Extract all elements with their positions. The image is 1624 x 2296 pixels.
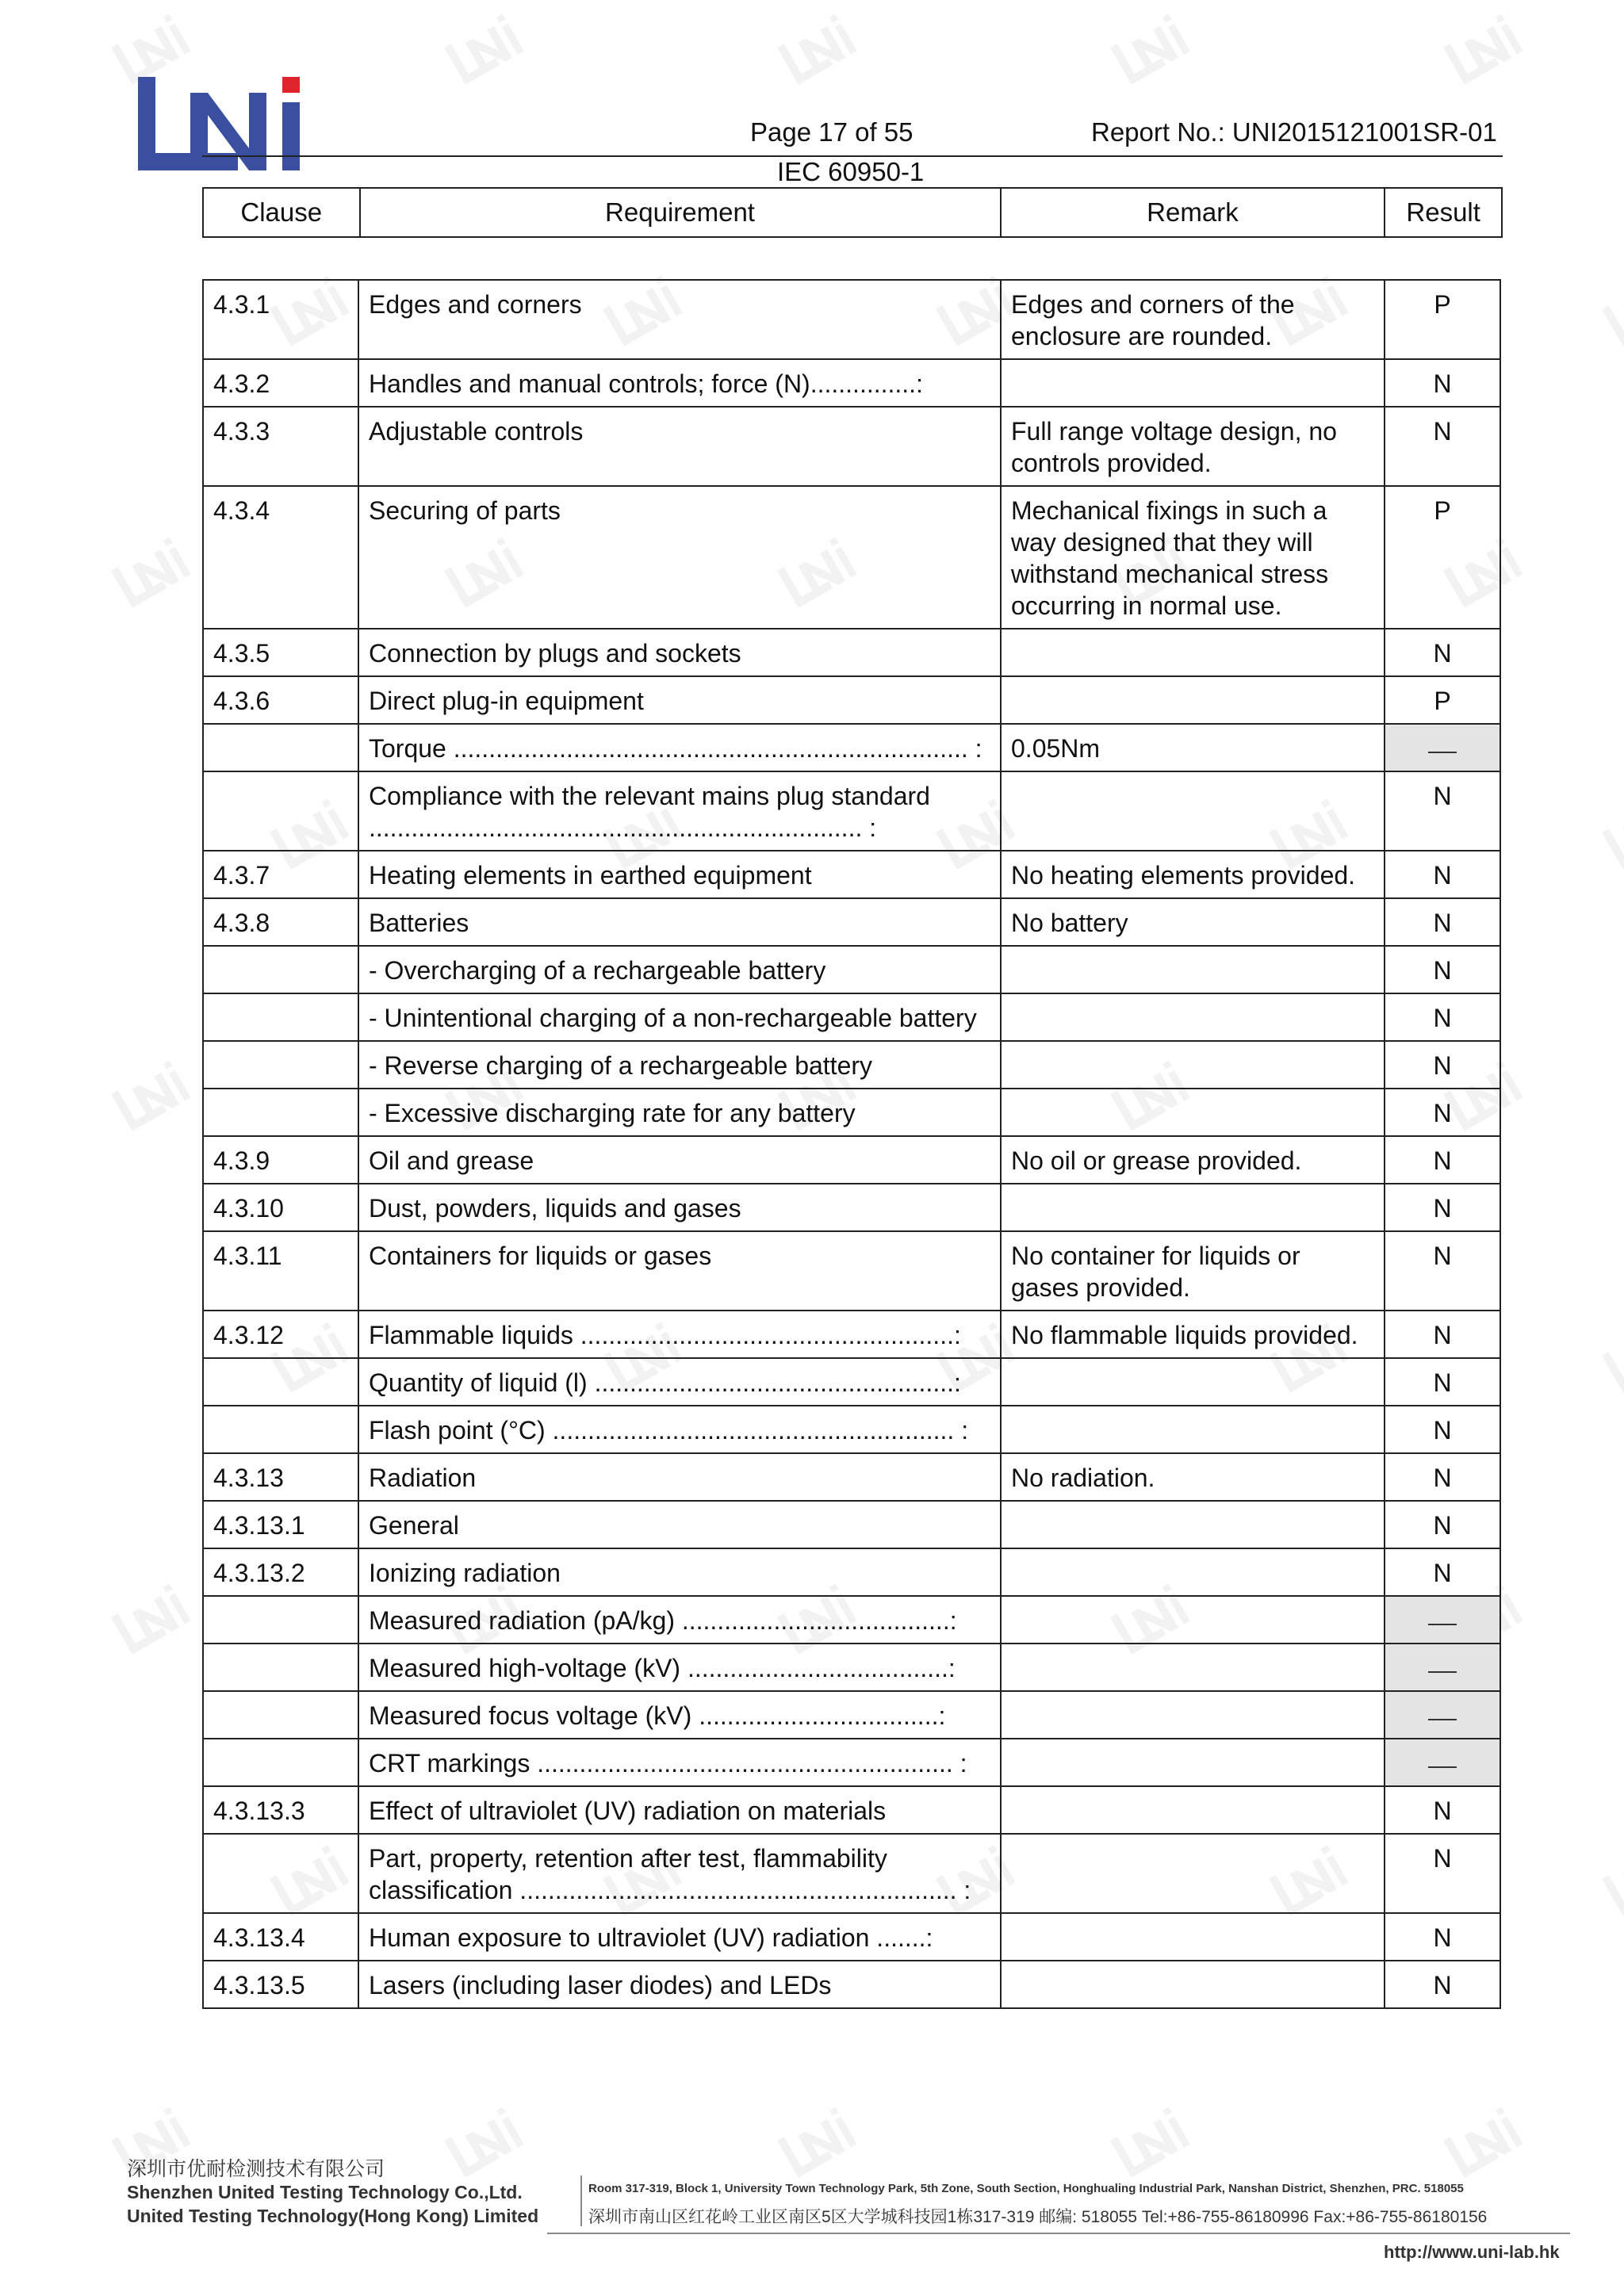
remark-cell: Edges and corners of the enclosure are rounded. — [1001, 280, 1385, 359]
watermark-mark — [1110, 14, 1190, 85]
table-row — [203, 993, 1500, 1041]
table-row — [203, 629, 1500, 676]
clause-cell — [203, 1691, 358, 1739]
report-number: Report No.: UNI2015121001SR-01 — [1091, 117, 1497, 147]
table-row — [203, 1596, 1500, 1644]
clause-cell — [203, 993, 358, 1041]
result-cell: N — [1385, 1041, 1500, 1089]
table-row — [203, 1231, 1500, 1311]
remark-cell — [1001, 1358, 1385, 1406]
result-cell: N — [1385, 1453, 1500, 1501]
column-header-remark: Remark — [1002, 189, 1386, 236]
result-cell: P — [1385, 280, 1500, 359]
clause-cell — [203, 771, 358, 851]
requirement-cell: Containers for liquids or gases — [358, 1231, 1001, 1311]
table-row — [203, 1406, 1500, 1453]
requirement-cell: Part, property, retention after test, flammability classification .............................................................. : — [358, 1834, 1001, 1913]
clause-cell — [203, 1834, 358, 1913]
requirement-cell: Compliance with the relevant mains plug standard ...................................................................... : — [358, 771, 1001, 851]
remark-cell — [1001, 1548, 1385, 1596]
remark-cell — [1001, 676, 1385, 724]
table-row — [203, 771, 1500, 851]
watermark-mark — [1602, 1846, 1624, 1916]
requirement-cell: General — [358, 1501, 1001, 1548]
result-cell: N — [1385, 1786, 1500, 1834]
clause-cell: 4.3.13.1 — [203, 1501, 358, 1548]
remark-cell — [1001, 1691, 1385, 1739]
watermark-mark — [111, 538, 191, 608]
clause-cell: 4.3.2 — [203, 359, 358, 407]
table-row — [203, 676, 1500, 724]
requirement-cell: Human exposure to ultraviolet (UV) radiation .......: — [358, 1913, 1001, 1961]
result-cell: N — [1385, 1548, 1500, 1596]
table-row — [203, 898, 1500, 946]
result-cell: N — [1385, 1231, 1500, 1311]
remark-cell — [1001, 1596, 1385, 1644]
result-cell: N — [1385, 993, 1500, 1041]
result-cell — [1385, 1644, 1500, 1691]
requirement-cell: Edges and corners — [358, 280, 1001, 359]
table-row — [203, 724, 1500, 771]
clause-cell: 4.3.8 — [203, 898, 358, 946]
remark-cell — [1001, 1739, 1385, 1786]
table-row — [203, 1358, 1500, 1406]
requirement-cell: Adjustable controls — [358, 407, 1001, 486]
remark-cell — [1001, 1406, 1385, 1453]
clause-cell — [203, 1739, 358, 1786]
clause-cell: 4.3.11 — [203, 1231, 358, 1311]
result-cell: N — [1385, 1136, 1500, 1184]
clause-cell — [203, 946, 358, 993]
requirement-cell: - Excessive discharging rate for any battery — [358, 1089, 1001, 1136]
table-row — [203, 359, 1500, 407]
result-cell: N — [1385, 946, 1500, 993]
not-applicable-dash — [1428, 1766, 1457, 1768]
requirement-cell: Flammable liquids .....................................................: — [358, 1311, 1001, 1358]
result-cell: N — [1385, 898, 1500, 946]
watermark-mark — [1110, 2107, 1190, 2178]
table-row — [203, 407, 1500, 486]
footer-divider-vertical — [580, 2175, 582, 2226]
company-name-hk: United Testing Technology(Hong Kong) Limited — [127, 2206, 539, 2226]
clause-cell: 4.3.13.3 — [203, 1786, 358, 1834]
requirement-cell: Measured focus voltage (kV) ..................................: — [358, 1691, 1001, 1739]
remark-cell — [1001, 1834, 1385, 1913]
website-link[interactable]: http://www.uni-lab.hk — [1384, 2242, 1560, 2262]
clause-cell: 4.3.13.2 — [203, 1548, 358, 1596]
requirement-cell: Connection by plugs and sockets — [358, 629, 1001, 676]
remark-cell — [1001, 1786, 1385, 1834]
result-cell: N — [1385, 1358, 1500, 1406]
requirement-cell: Measured high-voltage (kV) .....................................: — [358, 1644, 1001, 1691]
remark-cell: No flammable liquids provided. — [1001, 1311, 1385, 1358]
result-cell: N — [1385, 1913, 1500, 1961]
remark-cell — [1001, 1184, 1385, 1231]
remark-cell — [1001, 359, 1385, 407]
watermark-mark — [1443, 2107, 1523, 2178]
watermark-mark — [111, 14, 191, 85]
watermark-mark — [1443, 14, 1523, 85]
column-header-row — [202, 187, 1503, 238]
result-cell: P — [1385, 486, 1500, 629]
watermark-mark — [777, 14, 857, 85]
table-row — [203, 1501, 1500, 1548]
requirement-cell: Oil and grease — [358, 1136, 1001, 1184]
remark-cell — [1001, 629, 1385, 676]
table-row — [203, 1834, 1500, 1913]
result-cell: N — [1385, 1406, 1500, 1453]
standard-title: IEC 60950-1 — [777, 157, 925, 186]
not-applicable-dash — [1428, 1719, 1457, 1720]
table-row — [203, 1453, 1500, 1501]
column-header-clause: Clause — [204, 189, 361, 236]
clause-cell: 4.3.3 — [203, 407, 358, 486]
table-row — [203, 1041, 1500, 1089]
company-name-en: Shenzhen United Testing Technology Co.,Ltd. — [127, 2182, 523, 2202]
remark-cell: No radiation. — [1001, 1453, 1385, 1501]
requirement-cell: Ionizing radiation — [358, 1548, 1001, 1596]
table-row — [203, 1691, 1500, 1739]
table-row — [203, 486, 1500, 629]
table-row — [203, 851, 1500, 898]
clause-cell: 4.3.5 — [203, 629, 358, 676]
clause-cell: 4.3.7 — [203, 851, 358, 898]
address-en: Room 317-319, Block 1, University Town Technology Park, 5th Zone, South Section, Honghualing Industrial Park, Nanshan District, Shenzhen, PRC. 518055 — [588, 2182, 1464, 2195]
remark-cell — [1001, 1501, 1385, 1548]
watermark-mark — [111, 1061, 191, 1131]
column-header-requirement: Requirement — [361, 189, 1002, 236]
result-cell — [1385, 1691, 1500, 1739]
not-applicable-dash — [1428, 1671, 1457, 1673]
watermark-mark — [1602, 799, 1624, 870]
requirement-cell: Quantity of liquid (l) ...................................................: — [358, 1358, 1001, 1406]
watermark-mark — [1602, 276, 1624, 346]
remark-cell — [1001, 1089, 1385, 1136]
requirement-cell: Heating elements in earthed equipment — [358, 851, 1001, 898]
table-row — [203, 1786, 1500, 1834]
clause-cell: 4.3.1 — [203, 280, 358, 359]
result-cell: N — [1385, 1961, 1500, 2008]
clause-cell: 4.3.10 — [203, 1184, 358, 1231]
result-cell: P — [1385, 676, 1500, 724]
result-cell: N — [1385, 771, 1500, 851]
result-cell: N — [1385, 1501, 1500, 1548]
clause-cell: 4.3.13 — [203, 1453, 358, 1501]
remark-cell: No battery — [1001, 898, 1385, 946]
remark-cell: No heating elements provided. — [1001, 851, 1385, 898]
table-row — [203, 946, 1500, 993]
requirement-cell: Direct plug-in equipment — [358, 676, 1001, 724]
requirement-cell: Batteries — [358, 898, 1001, 946]
result-cell: N — [1385, 851, 1500, 898]
clause-cell — [203, 1406, 358, 1453]
clause-cell — [203, 1089, 358, 1136]
watermark-mark — [444, 2107, 524, 2178]
requirement-cell: - Overcharging of a rechargeable battery — [358, 946, 1001, 993]
watermark-mark — [111, 1584, 191, 1655]
requirement-cell: CRT markings ........................................................... : — [358, 1739, 1001, 1786]
requirement-cell: Effect of ultraviolet (UV) radiation on materials — [358, 1786, 1001, 1834]
requirement-cell: Torque ......................................................................... : — [358, 724, 1001, 771]
table-row — [203, 1184, 1500, 1231]
remark-cell: Mechanical fixings in such a way designed that they will withstand mechanical stress occurring in normal use. — [1001, 486, 1385, 629]
result-cell: N — [1385, 1089, 1500, 1136]
remark-cell: Full range voltage design, no controls provided. — [1001, 407, 1385, 486]
requirement-cell: Dust, powders, liquids and gases — [358, 1184, 1001, 1231]
table-row — [203, 1311, 1500, 1358]
table-row — [203, 1961, 1500, 2008]
table-row — [203, 1739, 1500, 1786]
clause-cell: 4.3.6 — [203, 676, 358, 724]
result-cell: N — [1385, 359, 1500, 407]
table-row — [203, 1644, 1500, 1691]
remark-cell — [1001, 1913, 1385, 1961]
watermark-mark — [444, 14, 524, 85]
table-row — [203, 280, 1500, 359]
requirement-cell: - Reverse charging of a rechargeable battery — [358, 1041, 1001, 1089]
remark-cell: No container for liquids or gases provided. — [1001, 1231, 1385, 1311]
address-cn: 深圳市南山区红花岭工业区南区5区大学城科技园1栋317-319 邮编: 518055 Tel:+86-755-86180996 Fax:+86-755-86180156 — [588, 2208, 1488, 2226]
requirement-cell: - Unintentional charging of a non-rechargeable battery — [358, 993, 1001, 1041]
result-cell: N — [1385, 407, 1500, 486]
column-header-result: Result — [1406, 197, 1480, 227]
remark-cell: 0.05Nm — [1001, 724, 1385, 771]
remark-cell — [1001, 1961, 1385, 2008]
not-applicable-dash — [1428, 1624, 1457, 1625]
remark-cell — [1001, 771, 1385, 851]
requirement-cell: Measured radiation (pA/kg) ......................................: — [358, 1596, 1001, 1644]
remark-cell — [1001, 1041, 1385, 1089]
result-cell — [1385, 1596, 1500, 1644]
result-cell: N — [1385, 629, 1500, 676]
remark-cell — [1001, 993, 1385, 1041]
result-cell: N — [1385, 1311, 1500, 1358]
requirement-cell: Flash point (°C) ......................................................... : — [358, 1406, 1001, 1453]
table-row — [203, 1913, 1500, 1961]
uni-logo — [135, 75, 317, 178]
company-name-cn: 深圳市优耐检测技术有限公司 — [127, 2158, 385, 2180]
clause-cell: 4.3.13.4 — [203, 1913, 358, 1961]
clause-cell — [203, 724, 358, 771]
watermark-mark — [777, 2107, 857, 2178]
remark-cell: No oil or grease provided. — [1001, 1136, 1385, 1184]
page-number: Page 17 of 55 — [750, 117, 914, 147]
clause-cell: 4.3.9 — [203, 1136, 358, 1184]
footer-divider-horizontal — [547, 2233, 1570, 2234]
table-row — [203, 1136, 1500, 1184]
result-cell — [1385, 724, 1500, 771]
requirement-cell: Handles and manual controls; force (N)...............: — [358, 359, 1001, 407]
result-cell: N — [1385, 1834, 1500, 1913]
clause-cell — [203, 1358, 358, 1406]
not-applicable-dash — [1428, 752, 1457, 753]
clause-cell: 4.3.4 — [203, 486, 358, 629]
clause-cell — [203, 1644, 358, 1691]
requirement-cell: Radiation — [358, 1453, 1001, 1501]
requirement-cell: Lasers (including laser diodes) and LEDs — [358, 1961, 1001, 2008]
table-row — [203, 1548, 1500, 1596]
table-row — [203, 1089, 1500, 1136]
clause-cell: 4.3.13.5 — [203, 1961, 358, 2008]
remark-cell — [1001, 1644, 1385, 1691]
clause-cell — [203, 1596, 358, 1644]
result-cell: N — [1385, 1184, 1500, 1231]
requirement-cell: Securing of parts — [358, 486, 1001, 629]
clause-cell — [203, 1041, 358, 1089]
remark-cell — [1001, 946, 1385, 993]
clause-cell: 4.3.12 — [203, 1311, 358, 1358]
requirements-table — [202, 279, 1501, 2009]
result-cell — [1385, 1739, 1500, 1786]
watermark-mark — [1602, 1322, 1624, 1393]
